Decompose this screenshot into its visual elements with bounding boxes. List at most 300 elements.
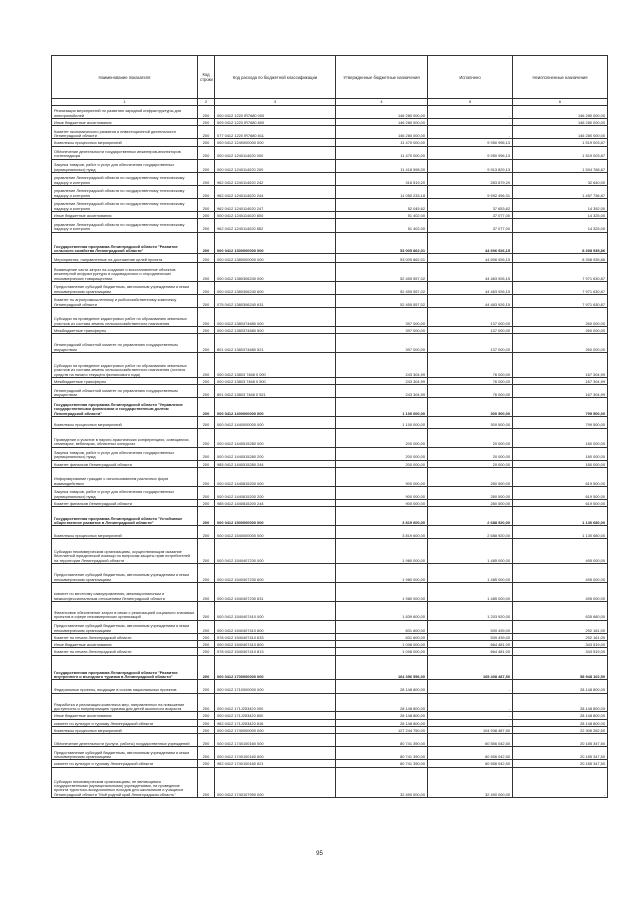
budget-execution-table: [51, 55, 608, 798]
cell-executed: 76 000,00: [428, 377, 513, 384]
table-row: [52, 767, 608, 798]
cell-unexecuted: 495 000,00: [513, 564, 608, 583]
cell-budget-code: 000 0412 1440515280 200: [215, 447, 336, 460]
cell-unexecuted: 28 148 800,00: [513, 712, 608, 719]
cell-line-code: 200: [198, 747, 215, 760]
cell-executed: 1 485 000,00: [428, 564, 513, 583]
cell-indicator-name: Государственная программа Ленинградской области "Развитие внутреннего и въездного туризма в Ленинградской области": [52, 655, 198, 680]
cell-approved: 1 980 000,00: [336, 539, 428, 564]
cell-unexecuted: 619 500,00: [513, 500, 608, 507]
table-row: [52, 693, 608, 712]
cell-indicator-name: Финансовое обеспечение затрат в связи с реализацией социально значимых проектов в сфере некоммерческих организаций: [52, 601, 198, 620]
cell-indicator-name: комитет по местному самоуправлению, межнациональным и межконфессиональным отношениям Ленинградской области: [52, 583, 198, 602]
cell-indicator-name: Государственная программа Ленинградской области "Управление государственными финансами и государственным долгом Ленинградской области": [52, 398, 198, 417]
cell-approved: 28 148 800,00: [336, 693, 428, 712]
cell-unexecuted: -: [513, 767, 608, 798]
cell-unexecuted: 1 457 736,87: [513, 186, 608, 199]
cell-executed: -: [428, 719, 513, 726]
cell-executed: 44 483 926,15: [428, 295, 513, 308]
cell-approved: 28 148 800,00: [336, 719, 428, 726]
cell-approved: 11 470 000,00: [336, 139, 428, 146]
cell-unexecuted: 14 325,00: [513, 219, 608, 232]
cell-executed: 1 485 000,00: [428, 539, 513, 564]
cell-line-code: 200: [198, 601, 215, 620]
cell-line-code: 200: [198, 172, 215, 185]
cell-line-code: 200: [198, 334, 215, 353]
cell-approved: 397 000,00: [336, 327, 428, 334]
cell-executed: 37 077,00: [428, 212, 513, 219]
cell-budget-code: 962 0412 1240114020 244: [215, 186, 336, 199]
cell-budget-code: 801 0412 13803 7468 0 521: [215, 385, 336, 398]
cell-unexecuted: 1 130 680,00: [513, 526, 608, 539]
cell-budget-code: 000 0412 1300000000 000: [215, 232, 336, 254]
cell-line-code: 200: [198, 281, 215, 294]
table-row: [52, 385, 608, 398]
cell-indicator-name: комитет по культуре и туризму Ленинградской области: [52, 719, 198, 726]
cell-indicator-name: управление Ленинградской области по государственному техническому надзору и контролю: [52, 219, 198, 232]
cell-indicator-name: Комплексы процессных мероприятий: [52, 727, 198, 734]
cell-executed: 44 696 926,15: [428, 254, 513, 263]
cell-indicator-name: Предоставление субсидий бюджетным, автономным учреждениям и иным некоммерческим организациям: [52, 747, 198, 760]
cell-approved: 200 000,00: [336, 447, 428, 460]
cell-unexecuted: 14 325,00: [513, 212, 608, 219]
cell-approved: 397 000,00: [336, 334, 428, 353]
cell-executed: 20 000,00: [428, 460, 513, 467]
cell-approved: 11 050 233,18: [336, 186, 428, 199]
cell-indicator-name: Межбюджетные трансферты: [52, 377, 198, 384]
table-row: [52, 633, 608, 640]
cell-line-code: 200: [198, 500, 215, 507]
table-row: [52, 186, 608, 199]
cell-unexecuted: 167 304,99: [513, 353, 608, 378]
cell-indicator-name: Иные бюджетные ассигнования: [52, 712, 198, 719]
cell-approved: 127 244 750,00: [336, 727, 428, 734]
header-unexecuted: Неисполненные назначения: [513, 56, 608, 99]
table-row: [52, 199, 608, 212]
cell-unexecuted: 167 304,99: [513, 385, 608, 398]
cell-executed: 300 500,00: [428, 417, 513, 429]
cell-line-code: 200: [198, 126, 215, 139]
cell-line-code: 200: [198, 385, 215, 398]
cell-unexecuted: 180 000,00: [513, 460, 608, 467]
cell-approved: 11 418 598,00: [336, 159, 428, 172]
cell-unexecuted: 619 500,00: [513, 468, 608, 487]
cell-approved: 200 000,00: [336, 428, 428, 447]
cell-approved: 28 148 800,00: [336, 680, 428, 693]
cell-line-code: 200: [198, 308, 215, 327]
table-row: [52, 119, 608, 126]
cell-budget-code: 000 0412 1740107990 000: [215, 767, 336, 798]
table-row: [52, 417, 608, 429]
index-cell: 5: [428, 99, 513, 106]
table-row: [52, 712, 608, 719]
cell-budget-code: 962 0412 1240114020 852: [215, 219, 336, 232]
cell-line-code: 200: [198, 526, 215, 539]
cell-unexecuted: 20 185 347,50: [513, 734, 608, 747]
cell-indicator-name: Проведение и участие в научно-практических конференциях, совещаниях, семинарах, вебинарах, областных конкурсах: [52, 428, 198, 447]
cell-approved: 243 304,99: [336, 377, 428, 384]
header-line-code: Код строки: [198, 56, 215, 99]
table-row: [52, 232, 608, 254]
cell-approved: 1 100 000,00: [336, 398, 428, 417]
cell-approved: 1 839 600,00: [336, 601, 428, 620]
table-row: [52, 295, 608, 308]
cell-line-code: 200: [198, 693, 215, 712]
cell-budget-code: 000 0412 1540000000 000: [215, 526, 336, 539]
cell-line-code: 200: [198, 119, 215, 126]
cell-executed: 20 000,00: [428, 428, 513, 447]
cell-budget-code: 000 0412 1740100160 000: [215, 734, 336, 747]
cell-indicator-name: Мероприятия, направленные на достижение целей проекта: [52, 254, 198, 263]
table-row: [52, 327, 608, 334]
cell-approved: 3 819 600,00: [336, 507, 428, 526]
cell-line-code: 200: [198, 712, 215, 719]
cell-budget-code: 000 0412 171J253420 800: [215, 712, 336, 719]
table-row: [52, 526, 608, 539]
cell-unexecuted: 28 148 800,00: [513, 680, 608, 693]
table-row: [52, 377, 608, 384]
cell-budget-code: 982 0412 1740100160 621: [215, 760, 336, 767]
cell-budget-code: 000 0412 171J253420 000: [215, 693, 336, 712]
cell-line-code: 200: [198, 159, 215, 172]
table-row: [52, 159, 608, 172]
cell-executed: 37 077,00: [428, 219, 513, 232]
cell-executed: 137 000,00: [428, 334, 513, 353]
cell-approved: 1 980 000,00: [336, 564, 428, 583]
table-row: [52, 212, 608, 219]
cell-budget-code: 000 0412 1220 IR7680 000: [215, 106, 336, 119]
cell-indicator-name: Возмещение части затрат на создание и восстановление объектов инженерной инфраструктуры в садоводческих и огороднических некоммерческих товариществах: [52, 263, 198, 282]
table-row: [52, 747, 608, 760]
cell-line-code: 200: [198, 398, 215, 417]
cell-approved: 51 402,00: [336, 219, 428, 232]
table-row: [52, 760, 608, 767]
cell-approved: 397 000,00: [336, 308, 428, 327]
cell-executed: 37 653,62: [428, 199, 513, 212]
cell-line-code: 200: [198, 734, 215, 747]
table-row: [52, 507, 608, 526]
cell-line-code: 200: [198, 727, 215, 734]
cell-executed: 1 485 000,00: [428, 583, 513, 602]
cell-line-code: 200: [198, 254, 215, 263]
cell-line-code: 200: [198, 139, 215, 146]
cell-budget-code: 000 0412 1380000000 000: [215, 254, 336, 263]
cell-unexecuted: 635 680,00: [513, 601, 608, 620]
cell-indicator-name: Иные бюджетные ассигнования: [52, 119, 198, 126]
cell-approved: 164 356 556,00: [336, 655, 428, 680]
table-row: [52, 254, 608, 263]
cell-line-code: 200: [198, 487, 215, 500]
cell-line-code: 200: [198, 212, 215, 219]
cell-approved: 80 741 390,00: [336, 734, 428, 747]
cell-unexecuted: 1 519 003,87: [513, 139, 608, 146]
table-row: [52, 334, 608, 353]
cell-approved: 900 000,00: [336, 487, 428, 500]
cell-executed: 137 000,00: [428, 327, 513, 334]
cell-budget-code: 962 0412 1240114020 242: [215, 172, 336, 185]
cell-budget-code: 000 0412 1500000000 000: [215, 507, 336, 526]
cell-budget-code: 000 0412 1440815200 200: [215, 487, 336, 500]
cell-executed: 44 483 926,15: [428, 281, 513, 294]
cell-executed: 44 696 926,15: [428, 232, 513, 254]
cell-indicator-name: Информирование граждан с использованием различных форм взаимодействия: [52, 468, 198, 487]
cell-line-code: 200: [198, 648, 215, 655]
cell-indicator-name: Закупка товаров, работ и услуг для обеспечения государственных (муниципальных) нужд: [52, 447, 198, 460]
cell-line-code: 200: [198, 353, 215, 378]
cell-budget-code: 000 0412 1440815200 000: [215, 468, 336, 487]
table-row: [52, 727, 608, 734]
cell-unexecuted: 32 640,00: [513, 172, 608, 185]
cell-unexecuted: 167 304,99: [513, 377, 608, 384]
cell-unexecuted: 799 500,00: [513, 417, 608, 429]
table-row: [52, 139, 608, 146]
table-row: [52, 648, 608, 655]
cell-line-code: 200: [198, 327, 215, 334]
table-row: [52, 106, 608, 119]
cell-executed: 104 938 487,50: [428, 727, 513, 734]
cell-approved: 51 402,00: [336, 212, 428, 219]
cell-line-code: 200: [198, 641, 215, 648]
cell-line-code: 200: [198, 539, 215, 564]
index-cell: 1: [52, 99, 198, 106]
cell-approved: 80 741 390,00: [336, 760, 428, 767]
cell-approved: 831 600,00: [336, 633, 428, 640]
cell-unexecuted: 292 161,00: [513, 633, 608, 640]
table-row: [52, 219, 608, 232]
cell-unexecuted: 180 000,00: [513, 428, 608, 447]
table-row: [52, 398, 608, 417]
cell-line-code: 200: [198, 760, 215, 767]
cell-unexecuted: 1 519 003,87: [513, 146, 608, 159]
cell-budget-code: 077 0412 1220 IR7680 811: [215, 126, 336, 139]
cell-executed: 20 000,00: [428, 447, 513, 460]
cell-indicator-name: Предоставление субсидий бюджетным, автономным учреждениям и иным некоммерческим организациям: [52, 564, 198, 583]
cell-unexecuted: 14 392,00: [513, 199, 608, 212]
cell-indicator-name: Комитет по печати Ленинградской области: [52, 648, 198, 655]
header-executed: Исполнено: [428, 56, 513, 99]
cell-budget-code: 978 0412 1540407410 813: [215, 648, 336, 655]
index-cell: 3: [215, 99, 336, 106]
index-cell: 6: [513, 99, 608, 106]
cell-unexecuted: 292 161,00: [513, 620, 608, 633]
cell-budget-code: 000 0412 1380306240 000: [215, 263, 336, 282]
table-row: [52, 487, 608, 500]
cell-indicator-name: Ленинградский областной комитет по управлению государственным имуществом: [52, 385, 198, 398]
cell-unexecuted: 343 519,00: [513, 648, 608, 655]
cell-unexecuted: 22 306 262,50: [513, 727, 608, 734]
table-row: [52, 734, 608, 747]
cell-budget-code: 000 0412 1740100160 600: [215, 747, 336, 760]
table-row: [52, 641, 608, 648]
cell-executed: 44 483 926,15: [428, 263, 513, 282]
cell-executed: 60 556 042,50: [428, 734, 513, 747]
cell-approved: 53 005 862,01: [336, 232, 428, 254]
cell-approved: 243 304,99: [336, 385, 428, 398]
page-number: 95: [316, 851, 323, 857]
cell-indicator-name: Закупка товаров, работ и услуг для обеспечения государственных (муниципальных) нужд: [52, 487, 198, 500]
table-row: [52, 620, 608, 633]
cell-line-code: 200: [198, 620, 215, 633]
cell-indicator-name: Субсидии на проведение кадастровых работ по образованию земельных участков из состава земель сельскохозяйственного назначения (остаток средств на начало текущего финансового года): [52, 353, 198, 378]
cell-executed: 1 203 920,00: [428, 601, 513, 620]
cell-indicator-name: управление Ленинградской области по государственному техническому надзору и контролю: [52, 172, 198, 185]
cell-budget-code: 000 0412 1540407230 600: [215, 564, 336, 583]
cell-indicator-name: Комитет по агропромышленному и рыбохозяйственному комплексу Ленинградской области: [52, 295, 198, 308]
cell-unexecuted: 146 280 000,00: [513, 119, 608, 126]
cell-budget-code: 985 0412 1440515280 244: [215, 460, 336, 467]
cell-unexecuted: 799 500,00: [513, 398, 608, 417]
cell-indicator-name: Субсидии некоммерческим организациям, не являющимся государственными (муниципальными) учреждениями, на проведение проекта туристско-экскурсионных походов для школьников и учащихся Ленинградской области "Мой родной край Ленинградская область": [52, 767, 198, 798]
cell-unexecuted: 20 185 347,50: [513, 760, 608, 767]
cell-unexecuted: 495 000,00: [513, 583, 608, 602]
cell-budget-code: 000 0412 1440000000 000: [215, 417, 336, 429]
cell-line-code: 200: [198, 295, 215, 308]
cell-budget-code: 000 0412 1440515280 000: [215, 428, 336, 447]
cell-indicator-name: Федеральные проекты, входящие в состав национальных проектов: [52, 680, 198, 693]
cell-budget-code: 000 0412 1710000000 000: [215, 680, 336, 693]
cell-indicator-name: Предоставление субсидий бюджетным, автономным учреждениям и иным некоммерческим организациям: [52, 281, 198, 294]
cell-unexecuted: 7 971 630,87: [513, 263, 608, 282]
cell-approved: 900 000,00: [336, 468, 428, 487]
cell-approved: 52 455 557,02: [336, 295, 428, 308]
table-row: [52, 601, 608, 620]
cell-indicator-name: Ленинградский областной комитет по управлению государственным имуществом: [52, 334, 198, 353]
cell-approved: 1 980 000,00: [336, 583, 428, 602]
cell-budget-code: 000 0412 1540407410 600: [215, 620, 336, 633]
cell-unexecuted: 28 148 800,00: [513, 719, 608, 726]
cell-approved: 3 819 600,00: [336, 526, 428, 539]
table-body: [52, 106, 608, 798]
cell-indicator-name: Субсидии некоммерческим организациям, осуществляющим оказание бесплатной юридической помощи по вопросам защиты прав потребителей на территории Ленинградской области: [52, 539, 198, 564]
cell-budget-code: 985 0412 1440815200 244: [215, 500, 336, 507]
cell-executed: 9 950 996,13: [428, 146, 513, 159]
cell-unexecuted: 1 504 768,87: [513, 159, 608, 172]
table-row: [52, 263, 608, 282]
cell-executed: 539 439,00: [428, 633, 513, 640]
cell-executed: 137 000,00: [428, 308, 513, 327]
table-row: [52, 460, 608, 467]
cell-line-code: 200: [198, 428, 215, 447]
table-row: [52, 353, 608, 378]
cell-line-code: 200: [198, 186, 215, 199]
cell-line-code: 200: [198, 460, 215, 467]
table-row: [52, 539, 608, 564]
cell-approved: 146 280 000,00: [336, 119, 428, 126]
cell-unexecuted: 7 971 630,87: [513, 281, 608, 294]
cell-executed: 60 556 042,50: [428, 760, 513, 767]
table-row: [52, 564, 608, 583]
cell-budget-code: 000 0412 1400000000 000: [215, 398, 336, 417]
index-cell: 4: [336, 99, 428, 106]
cell-unexecuted: 1 130 680,00: [513, 507, 608, 526]
cell-approved: 243 304,99: [336, 353, 428, 378]
cell-unexecuted: 58 948 102,50: [513, 655, 608, 680]
cell-executed: 76 000,00: [428, 353, 513, 378]
cell-line-code: 200: [198, 633, 215, 640]
cell-indicator-name: Межбюджетные трансферты: [52, 327, 198, 334]
cell-indicator-name: Государственная программа Ленинградской области "Развитие сельского хозяйства Ленинградской области": [52, 232, 198, 254]
cell-indicator-name: Реализация мероприятий по развитию зарядной инфраструктуры для электромобилей: [52, 106, 198, 119]
cell-executed: 105 408 487,50: [428, 655, 513, 680]
cell-indicator-name: Иные бюджетные ассигнования: [52, 212, 198, 219]
index-cell: 2: [198, 99, 215, 106]
table-row: [52, 583, 608, 602]
cell-budget-code: 000 0412 1240114020 200: [215, 159, 336, 172]
cell-executed: 2 688 920,00: [428, 507, 513, 526]
table-row: [52, 146, 608, 159]
cell-budget-code: 000 0412 13803 7468 0 500: [215, 377, 336, 384]
table-row: [52, 468, 608, 487]
cell-line-code: 200: [198, 146, 215, 159]
cell-executed: 60 556 042,50: [428, 747, 513, 760]
table-row: [52, 308, 608, 327]
cell-indicator-name: Предоставление субсидий бюджетным, автономным учреждениям и иным некоммерческим организациям: [52, 620, 198, 633]
cell-budget-code: 509 0412 1220 IR7680 800: [215, 119, 336, 126]
cell-line-code: 200: [198, 468, 215, 487]
cell-approved: 28 148 800,00: [336, 712, 428, 719]
cell-budget-code: 978 0412 1540407410 633: [215, 633, 336, 640]
cell-executed: -: [428, 126, 513, 139]
cell-budget-code: 000 0412 1380306240 600: [215, 281, 336, 294]
cell-approved: 1 008 000,00: [336, 641, 428, 648]
cell-executed: 9 950 996,13: [428, 139, 513, 146]
cell-executed: 280 500,00: [428, 468, 513, 487]
cell-line-code: 200: [198, 767, 215, 798]
cell-executed: -: [428, 680, 513, 693]
cell-unexecuted: 8 308 935,86: [513, 232, 608, 254]
cell-executed: 539 439,00: [428, 620, 513, 633]
cell-indicator-name: Комитет экономического развития и инвестиционной деятельности Ленинградской области: [52, 126, 198, 139]
cell-line-code: 200: [198, 263, 215, 282]
cell-line-code: 200: [198, 232, 215, 254]
cell-unexecuted: 146 280 000,00: [513, 106, 608, 119]
cell-executed: 300 500,00: [428, 398, 513, 417]
cell-executed: 2 688 920,00: [428, 526, 513, 539]
cell-indicator-name: комитет по культуре и туризму Ленинградской области: [52, 760, 198, 767]
cell-indicator-name: Комплексы процессных мероприятий: [52, 417, 198, 429]
cell-approved: 52 455 557,02: [336, 263, 428, 282]
cell-unexecuted: 28 148 800,00: [513, 693, 608, 712]
cell-unexecuted: 260 000,00: [513, 308, 608, 327]
cell-approved: 1 008 000,00: [336, 648, 428, 655]
cell-executed: 76 000,00: [428, 385, 513, 398]
cell-executed: 280 500,00: [428, 487, 513, 500]
table-row: [52, 655, 608, 680]
cell-line-code: 200: [198, 564, 215, 583]
cell-indicator-name: Комплексы процессных мероприятий: [52, 526, 198, 539]
cell-unexecuted: 260 000,00: [513, 327, 608, 334]
cell-indicator-name: Обеспечение деятельности государственных инженеров-инспекторов гостехнадзора: [52, 146, 198, 159]
table-row: [52, 500, 608, 507]
table-row: [52, 428, 608, 447]
table-row: [52, 680, 608, 693]
cell-indicator-name: Комитет финансов Ленинградской области: [52, 460, 198, 467]
cell-approved: 11 470 000,00: [336, 146, 428, 159]
cell-line-code: 200: [198, 219, 215, 232]
cell-executed: -: [428, 712, 513, 719]
cell-budget-code: 000 0412 13803 7468 0 000: [215, 353, 336, 378]
cell-line-code: 200: [198, 680, 215, 693]
cell-executed: 280 500,00: [428, 500, 513, 507]
table-row: [52, 719, 608, 726]
cell-unexecuted: 495 000,00: [513, 539, 608, 564]
cell-indicator-name: Закупка товаров, работ и услуг для обеспечения государственных (муниципальных) нужд: [52, 159, 198, 172]
table-row: [52, 126, 608, 139]
cell-unexecuted: 619 500,00: [513, 487, 608, 500]
cell-budget-code: 000 0412 1240000000 000: [215, 139, 336, 146]
header-indicator-name: Наименование показателя: [52, 56, 198, 99]
cell-indicator-name: Комитет финансов Ленинградской области: [52, 500, 198, 507]
